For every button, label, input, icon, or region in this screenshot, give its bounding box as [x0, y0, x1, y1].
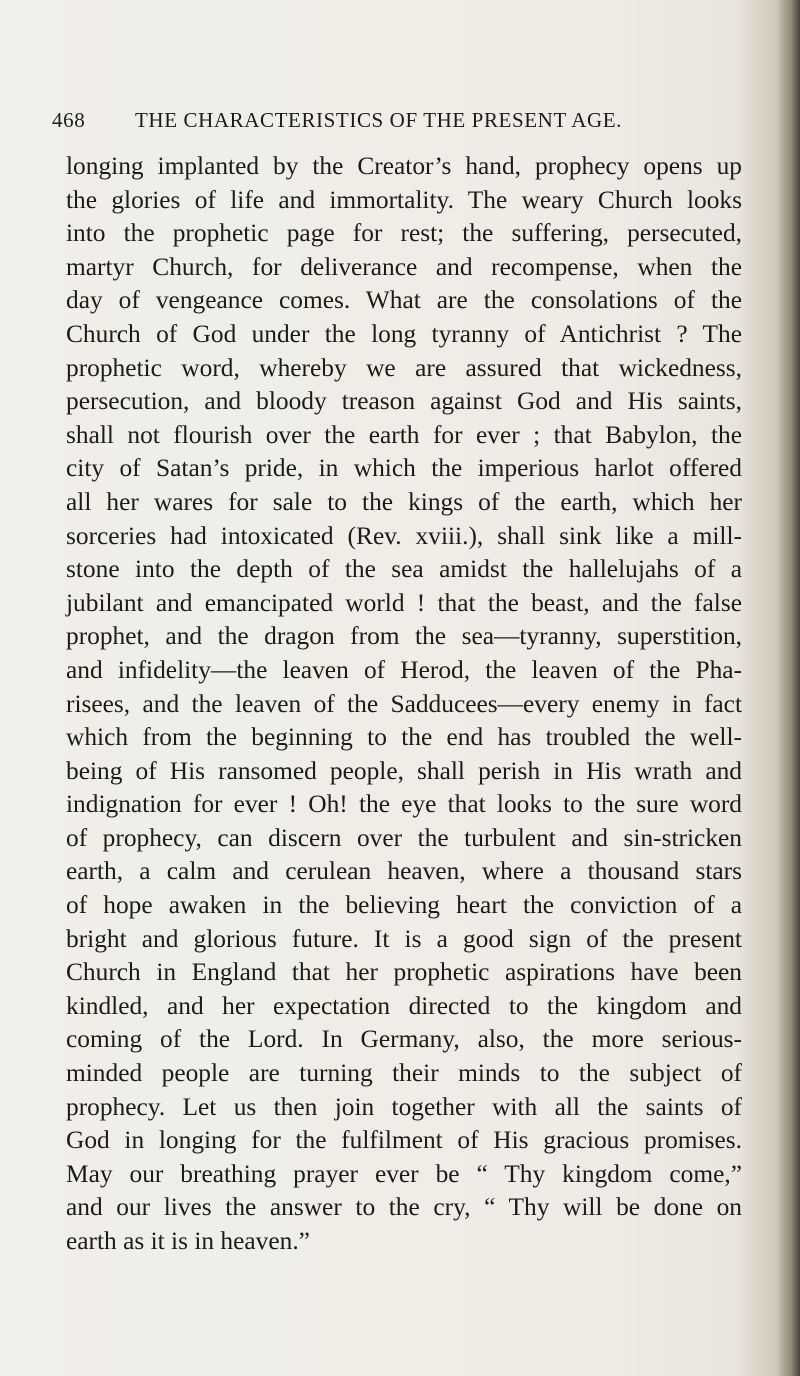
text-line: earth as it is in heaven.” [66, 1227, 310, 1255]
text-line: risees, and the leaven of the Sadducees—every enemy in fact [66, 689, 742, 718]
text-line: which from the beginning to the end has troubled the well- [66, 723, 742, 752]
text-line: city of Satan’s pride, in which the imperious harlot offered [66, 454, 742, 483]
text-line: coming of the Lord. In Germany, also, the more serious- [66, 1025, 742, 1054]
page-header [52, 108, 746, 140]
body-text [66, 150, 742, 1259]
text-line: prophecy. Let us then join together with all the saints of [66, 1092, 742, 1121]
text-line: Church in England that her prophetic aspirations have been [66, 958, 742, 987]
text-line: prophetic word, whereby we are assured that wickedness, [66, 353, 742, 382]
page-edge-shadow [778, 0, 800, 1376]
text-line: longing implanted by the Creator’s hand, prophecy opens up [66, 152, 742, 180]
text-line: indignation for ever ! Oh! the eye that looks to the sure word [66, 790, 742, 819]
text-line: and our lives the answer to the cry, “ Thy will be done on [66, 1193, 742, 1222]
text-line: shall not flourish over the earth for ever ; that Babylon, the [66, 420, 742, 449]
text-line: minded people are turning their minds to the subject of [66, 1059, 742, 1088]
text-line: bright and glorious future. It is a good sign of the present [66, 924, 742, 953]
text-line: the glories of life and immortality. The weary Church looks [66, 185, 742, 214]
text-line: of prophecy, can discern over the turbulent and sin-stricken [66, 823, 742, 852]
page-number: 468 [52, 108, 86, 132]
text-line: jubilant and emancipated world ! that the beast, and the false [66, 588, 742, 617]
text-line: prophet, and the dragon from the sea—tyranny, superstition, [66, 622, 742, 651]
text-line: of hope awaken in the believing heart the conviction of a [66, 891, 742, 920]
text-line: day of vengeance comes. What are the consolations of the [66, 286, 742, 315]
text-line: being of His ransomed people, shall perish in His wrath and [66, 756, 742, 785]
text-line: all her wares for sale to the kings of the earth, which her [66, 487, 742, 516]
text-line: persecution, and bloody treason against God and His saints, [66, 387, 742, 416]
text-line: earth, a calm and cerulean heaven, where a thousand stars [66, 857, 742, 886]
text-line: and infidelity—the leaven of Herod, the leaven of the Pha- [66, 655, 742, 684]
text-line: martyr Church, for deliverance and recompense, when the [66, 252, 742, 281]
text-line: sorceries had intoxicated (Rev. xviii.), shall sink like a mill- [66, 521, 742, 550]
text-line: kindled, and her expectation directed to the kingdom and [66, 991, 742, 1020]
text-line: God in longing for the fulfilment of His gracious promises. [66, 1126, 742, 1155]
text-line: Church of God under the long tyranny of Antichrist ? The [66, 319, 742, 348]
text-line: stone into the depth of the sea amidst the hallelujahs of a [66, 555, 742, 584]
text-line: May our breathing prayer ever be “ Thy kingdom come,” [66, 1159, 742, 1188]
running-head: THE CHARACTERISTICS OF THE PRESENT AGE. [135, 108, 622, 132]
text-line: into the prophetic page for rest; the suffering, persecuted, [66, 219, 742, 248]
